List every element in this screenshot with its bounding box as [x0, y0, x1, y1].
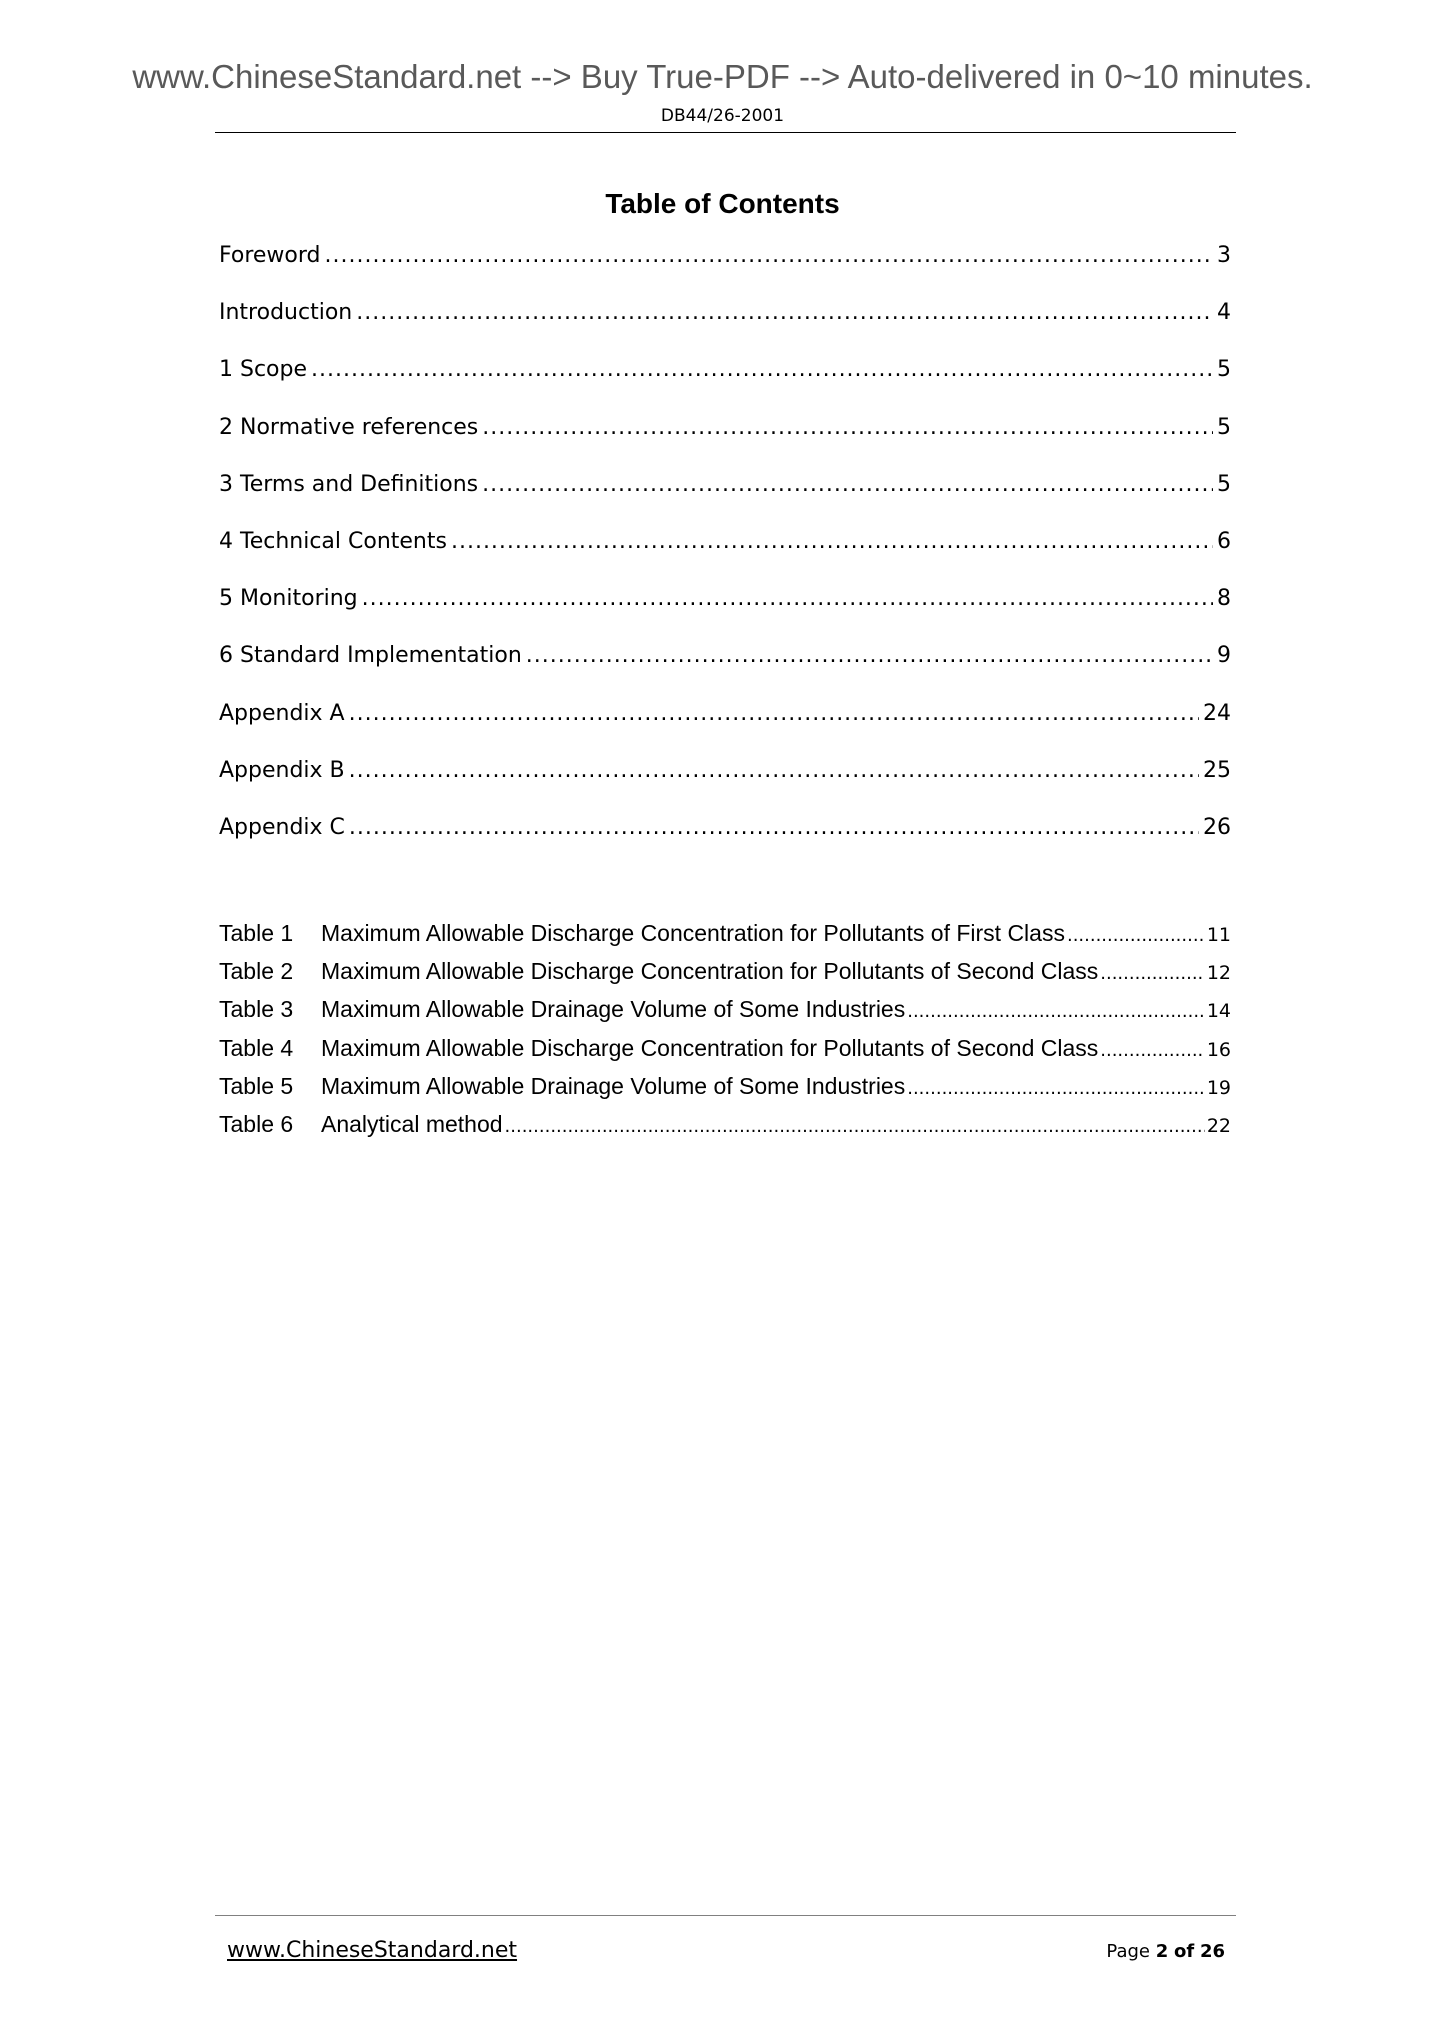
table-entry-3[interactable] [219, 996, 1231, 1034]
toc-entry-standard-implementation[interactable] [219, 643, 1231, 700]
toc-entry-appendix-b[interactable] [219, 758, 1231, 815]
page-of: of [1174, 1941, 1195, 1962]
footer-divider [215, 1915, 1236, 1916]
toc-entry-page: 24 [1203, 700, 1231, 726]
toc-entry-label: 4 Technical Contents [219, 528, 447, 554]
toc-list [219, 243, 1231, 872]
table-number: Table 2 [219, 958, 294, 985]
table-number: Table 3 [219, 996, 294, 1023]
table-number: Table 5 [219, 1072, 294, 1099]
toc-entry-scope[interactable] [219, 357, 1231, 414]
dot-leader [349, 815, 1199, 840]
toc-entry-page: 6 [1217, 528, 1231, 554]
toc-entry-page: 26 [1203, 814, 1231, 840]
toc-entry-page: 5 [1217, 357, 1231, 383]
dot-leader [311, 357, 1213, 382]
dot-leader [1067, 925, 1205, 946]
toc-entry-introduction[interactable] [219, 300, 1231, 357]
toc-entry-label: 5 Monitoring [219, 586, 358, 612]
page-current: 2 [1155, 1941, 1169, 1962]
table-title: Maximum Allowable Discharge Concentration for Pollutants of Second Class [321, 958, 1099, 985]
page-number [1106, 1941, 1225, 1962]
page-total: 26 [1199, 1941, 1225, 1962]
table-entry-5[interactable] [219, 1073, 1231, 1111]
toc-entry-normative-references[interactable] [219, 415, 1231, 472]
toc-entry-label: Appendix C [219, 814, 345, 840]
dot-leader [1100, 963, 1205, 984]
header-banner: www.ChineseStandard.net --> Buy True-PDF --> Auto-delivered in 0~10 minutes. [132, 58, 1313, 95]
page-title: Table of Contents [605, 188, 840, 219]
header-divider [215, 132, 1236, 133]
toc-entry-label: Appendix A [219, 700, 345, 726]
table-entry-1[interactable] [219, 920, 1231, 958]
table-entry-4[interactable] [219, 1035, 1231, 1073]
toc-entry-appendix-c[interactable] [219, 815, 1231, 872]
dot-leader [907, 1078, 1205, 1099]
dot-leader [325, 243, 1213, 268]
table-page: 16 [1206, 1038, 1231, 1061]
table-page: 11 [1206, 924, 1231, 946]
toc-entry-monitoring[interactable] [219, 586, 1231, 643]
dot-leader [349, 758, 1199, 783]
dot-leader [482, 415, 1213, 440]
table-page: 12 [1206, 962, 1231, 985]
toc-entry-page: 25 [1203, 757, 1231, 783]
toc-entry-page: 5 [1217, 471, 1231, 497]
table-page: 14 [1206, 1000, 1231, 1023]
footer-website-link[interactable]: www.ChineseStandard.net [227, 1938, 518, 1963]
toc-entry-terms-definitions[interactable] [219, 472, 1231, 529]
table-entry-2[interactable] [219, 958, 1231, 996]
table-number: Table 4 [219, 1034, 294, 1061]
table-number: Table 1 [219, 920, 294, 946]
document-code: DB44/26-2001 [660, 106, 785, 126]
toc-entry-label: 6 Standard Implementation [219, 643, 522, 669]
toc-entry-label: 1 Scope [219, 357, 308, 383]
toc-entry-label: Appendix B [219, 757, 345, 783]
dot-leader [526, 643, 1213, 668]
toc-entry-foreword[interactable] [219, 243, 1231, 300]
table-title: Analytical method [321, 1110, 503, 1137]
toc-entry-page: 9 [1217, 643, 1231, 669]
toc-entry-label: Introduction [219, 300, 353, 326]
dot-leader [1100, 1040, 1205, 1061]
table-title: Maximum Allowable Drainage Volume of Some Industries [321, 996, 906, 1023]
dot-leader [356, 300, 1213, 325]
table-title: Maximum Allowable Discharge Concentration for Pollutants of Second Class [321, 1034, 1099, 1061]
list-of-tables [219, 920, 1231, 1149]
toc-entry-label: 2 Normative references [219, 414, 479, 440]
table-page: 19 [1206, 1076, 1231, 1099]
page-word: Page [1106, 1941, 1150, 1962]
table-page: 22 [1206, 1114, 1231, 1137]
dot-leader [362, 586, 1213, 611]
toc-entry-label: 3 Terms and Definitions [219, 471, 479, 497]
dot-leader [349, 701, 1199, 726]
toc-entry-page: 8 [1217, 586, 1231, 612]
toc-entry-page: 3 [1217, 243, 1231, 268]
toc-entry-technical-contents[interactable] [219, 529, 1231, 586]
dot-leader [907, 1001, 1205, 1022]
dot-leader [451, 529, 1213, 554]
table-title: Maximum Allowable Discharge Concentration for Pollutants of First Class [321, 920, 1065, 946]
toc-entry-appendix-a[interactable] [219, 701, 1231, 758]
table-number: Table 6 [219, 1110, 294, 1137]
toc-entry-page: 4 [1217, 300, 1231, 326]
toc-entry-label: Foreword [219, 243, 321, 268]
table-entry-6[interactable] [219, 1111, 1231, 1149]
dot-leader [482, 472, 1213, 497]
dot-leader [505, 1116, 1205, 1137]
toc-entry-page: 5 [1217, 414, 1231, 440]
table-title: Maximum Allowable Drainage Volume of Some Industries [321, 1072, 906, 1099]
